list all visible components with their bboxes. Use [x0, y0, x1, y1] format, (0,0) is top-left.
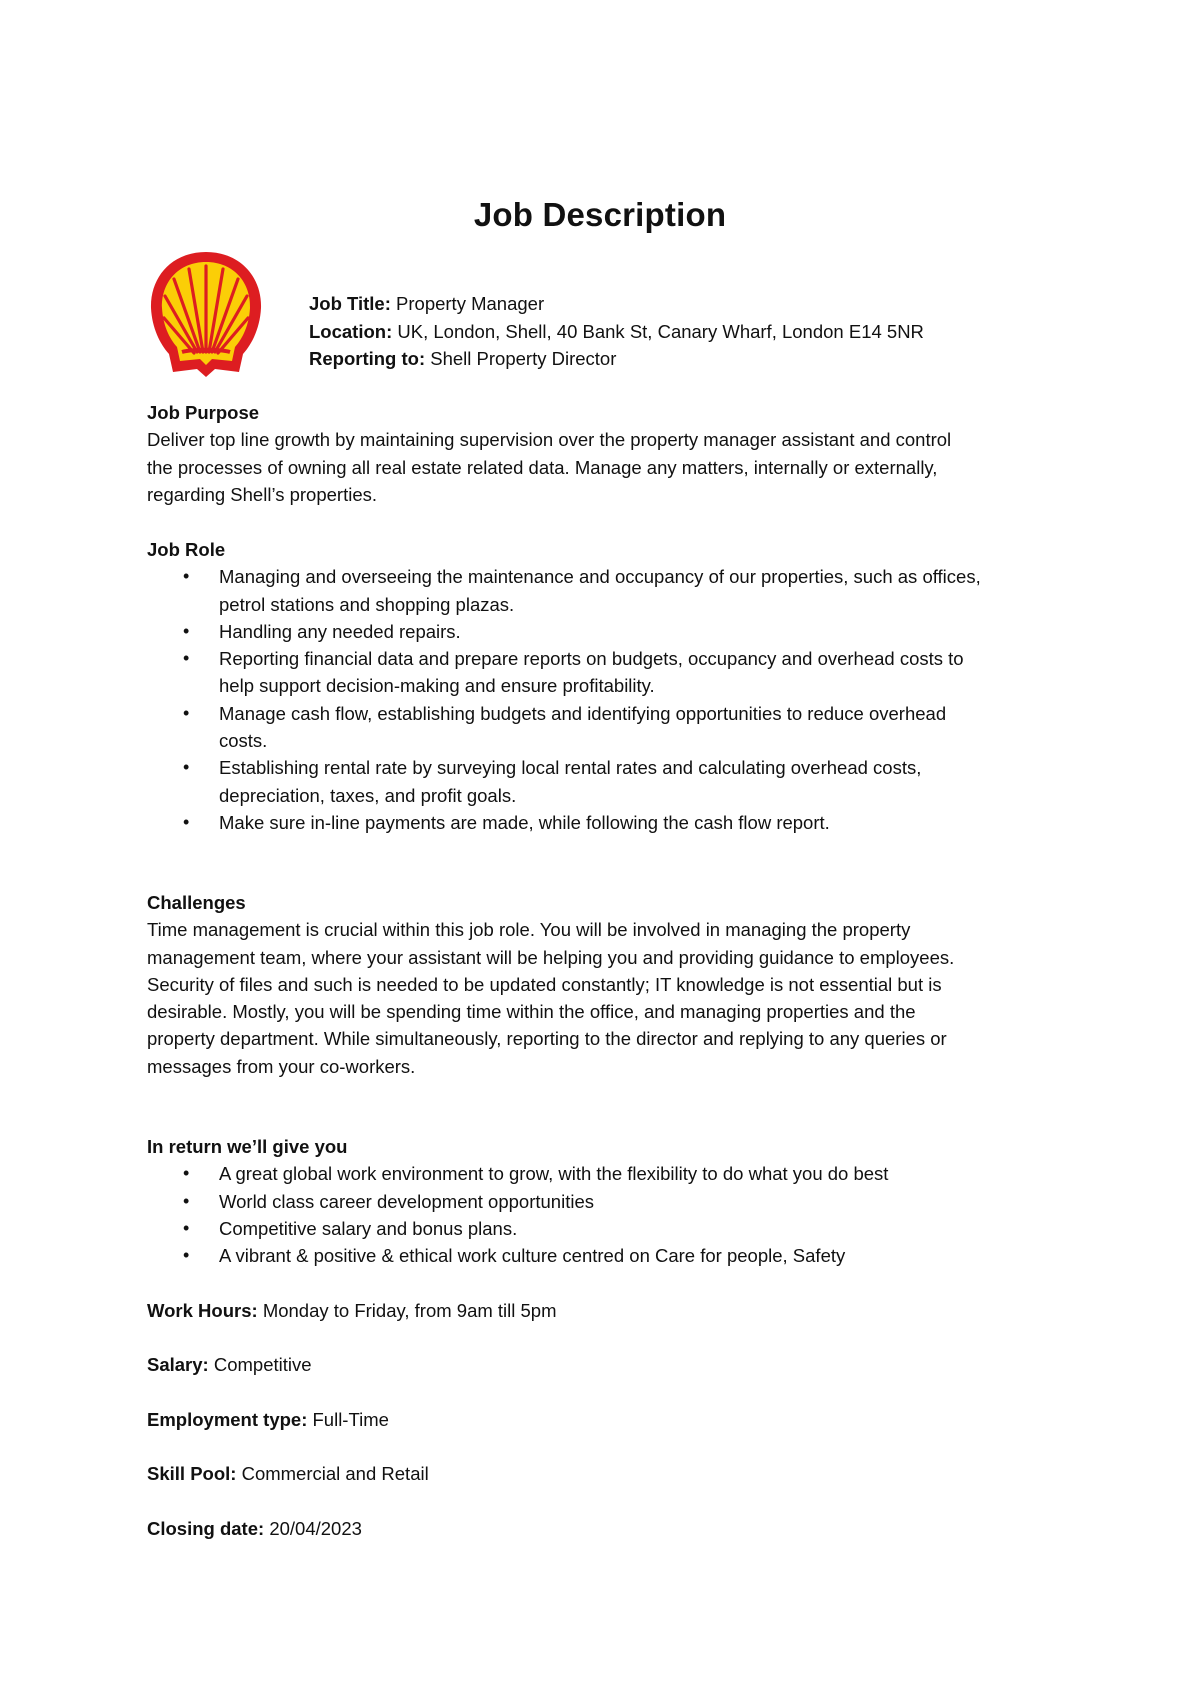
job-title-line	[309, 290, 924, 318]
job-role-item	[147, 809, 1067, 836]
job-role-item	[147, 618, 1067, 645]
salary-line	[147, 1351, 1067, 1378]
job-role-heading: Job Role	[147, 539, 226, 560]
job-purpose-section	[147, 399, 1067, 508]
reporting-to-value: Shell Property Director	[430, 348, 617, 369]
job-role-item-line: • Establishing rental rate by surveying local rental rates and calculating overhead costs,	[219, 757, 922, 779]
job-role-item-line: petrol stations and shopping plazas.	[219, 593, 515, 615]
in-return-item: • A great global work environment to grow, with the flexibility to do what you do best	[147, 1160, 1067, 1187]
job-role-item	[147, 700, 1067, 755]
job-purpose-heading: Job Purpose	[147, 402, 260, 423]
challenges-line: property department. While simultaneously, reporting to the director and replying to any queries or	[147, 1028, 947, 1050]
salary-value: Competitive	[213, 1354, 312, 1375]
job-role-item-line: depreciation, taxes, and profit goals.	[219, 784, 517, 806]
job-role-item	[147, 645, 1067, 700]
job-role-section	[147, 536, 1067, 836]
location-line	[309, 318, 924, 346]
in-return-item: • Competitive salary and bonus plans.	[147, 1215, 1067, 1242]
in-return-item: • A vibrant & positive & ethical work culture centred on Care for people, Safety	[147, 1242, 1067, 1269]
skill-pool-label: Skill Pool:	[147, 1463, 237, 1484]
in-return-item: • World class career development opportunities	[147, 1188, 1067, 1215]
closing-date-label: Closing date:	[147, 1518, 265, 1539]
skill-pool-line	[147, 1460, 1067, 1487]
job-role-item-line: • Managing and overseeing the maintenance and occupancy of our properties, such as offices,	[219, 566, 981, 588]
skill-pool-value: Commercial and Retail	[241, 1463, 429, 1484]
challenges-line: desirable. Mostly, you will be spending time within the office, and managing properties and the	[147, 1001, 916, 1023]
closing-date-line	[147, 1515, 1067, 1542]
job-role-item-line: costs.	[219, 730, 268, 752]
closing-date-value: 20/04/2023	[269, 1518, 362, 1539]
job-role-item-line: • Make sure in-line payments are made, while following the cash flow report.	[219, 811, 830, 833]
challenges-line: management team, where your assistant will be helping you and providing guidance to employees.	[147, 946, 955, 968]
reporting-to-line	[309, 345, 924, 373]
challenges-line: Time management is crucial within this job role. You will be involved in managing the property	[147, 919, 911, 941]
salary-label: Salary:	[147, 1354, 209, 1375]
work-hours-line	[147, 1297, 1067, 1324]
work-hours-value: Monday to Friday, from 9am till 5pm	[262, 1300, 557, 1321]
job-meta	[309, 290, 924, 373]
shell-logo-icon	[147, 248, 265, 378]
challenges-section	[147, 889, 1067, 1080]
employment-type-line	[147, 1406, 1067, 1433]
job-title-label: Job Title:	[309, 293, 391, 314]
page-title: Job Description	[473, 196, 727, 233]
challenges-line: Security of files and such is needed to be updated constantly; IT knowledge is not essential but is	[147, 973, 942, 995]
work-hours-label: Work Hours:	[147, 1300, 258, 1321]
challenges-line: messages from your co-workers.	[147, 1055, 416, 1077]
in-return-heading: In return we’ll give you	[147, 1136, 348, 1157]
in-return-list	[147, 1160, 1067, 1269]
job-purpose-line: Deliver top line growth by maintaining supervision over the property manager assistant and control	[147, 429, 952, 451]
job-title-value: Property Manager	[396, 293, 545, 314]
job-purpose-line: the processes of owning all real estate related data. Manage any matters, internally or externally,	[147, 456, 938, 478]
job-role-item	[147, 754, 1067, 809]
challenges-heading: Challenges	[147, 892, 246, 913]
location-label: Location:	[309, 320, 393, 342]
job-role-item-line: • Handling any needed repairs.	[219, 620, 461, 642]
job-role-item	[147, 563, 1067, 618]
job-purpose-line: regarding Shell’s properties.	[147, 483, 378, 505]
employment-type-value: Full-Time	[312, 1409, 389, 1430]
job-role-item-line: • Manage cash flow, establishing budgets and identifying opportunities to reduce overhead	[219, 702, 947, 724]
reporting-to-label: Reporting to:	[309, 348, 426, 369]
job-role-item-line: help support decision-making and ensure profitability.	[219, 675, 655, 697]
employment-type-label: Employment type:	[147, 1409, 308, 1430]
job-role-item-line: • Reporting financial data and prepare reports on budgets, occupancy and overhead costs to	[219, 648, 964, 670]
job-role-list	[147, 563, 1067, 836]
location-value: UK, London, Shell, 40 Bank St, Canary Wharf, London E14 5NR	[397, 320, 924, 342]
in-return-section	[147, 1133, 1067, 1269]
